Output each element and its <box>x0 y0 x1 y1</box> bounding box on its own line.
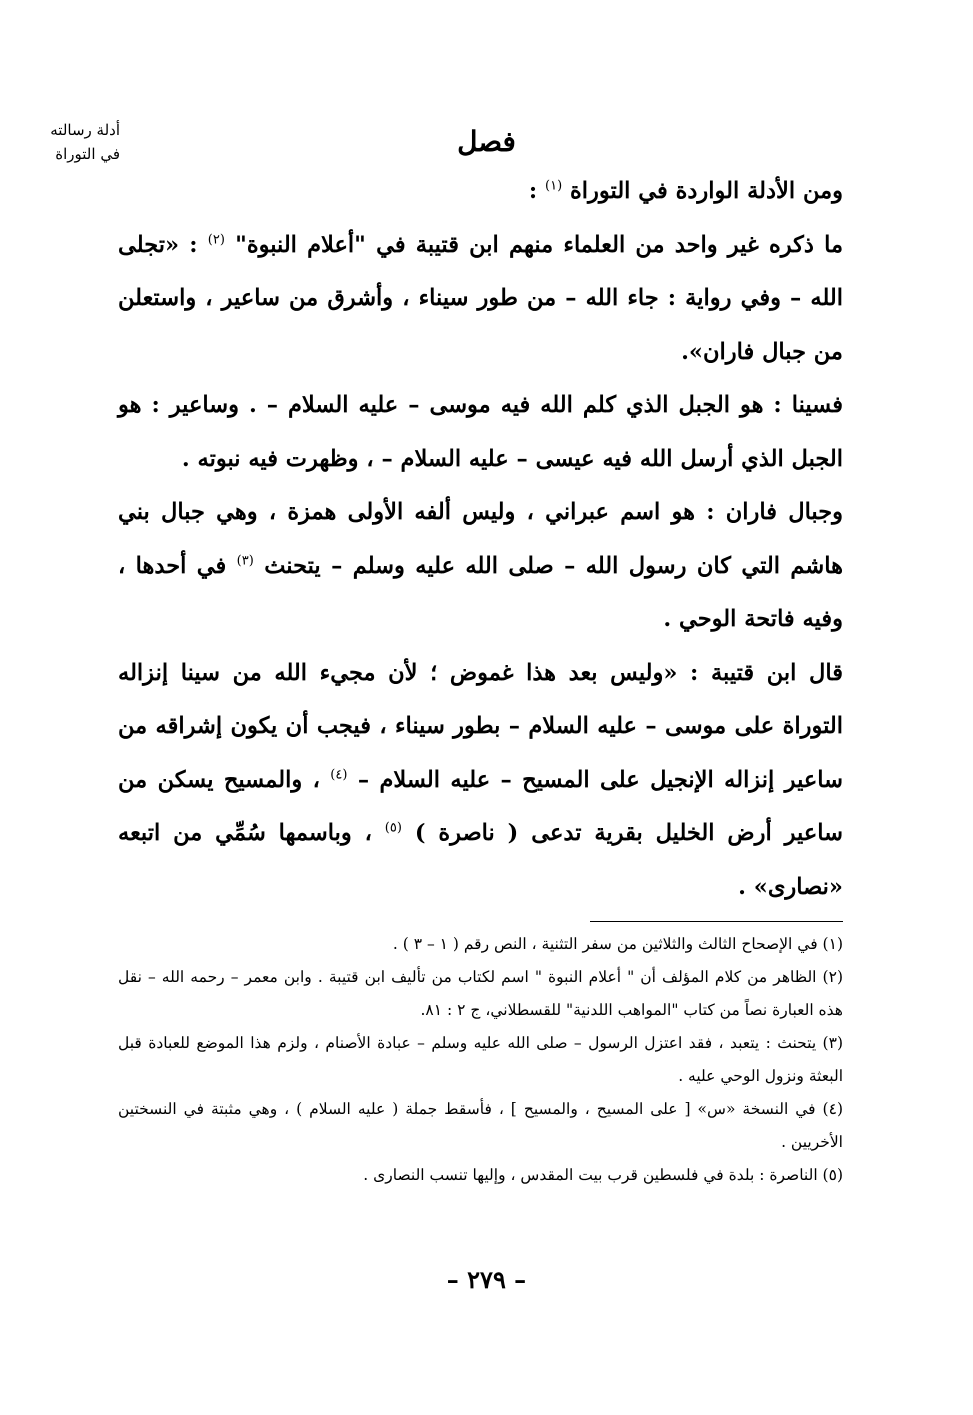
paragraph-5: قال ابن قتيبة : «وليس بعد هذا غموض ؛ لأن مجيء الله من سينا إنزاله التوراة على موسى – عليه السلام – بطور سيناء ، فيجب أن يكون إشراقه من ساعير إنزاله الإنجيل على المسيح – عليه السلام – $^{(٤)}$ ، والمسيح يسكن من ساعير أرض الخليل بقرية تدعى ( ناصرة ) $^{(٥)}$ ، وباسمها سُمِّي من اتبعه «نصارى» . <box>118 659 843 900</box>
footnote-3: (٣) يتحنث : يتعبد ، فقد اعتزل الرسول – صلى الله عليه وسلم – عبادة الأصنام ، ولزم هذا الموضع للعبادة قبل البعثة ونزول الوحي عليه . <box>118 1034 843 1085</box>
footnote-ref-2: (٢) <box>207 232 225 247</box>
main-text <box>118 165 843 914</box>
footnote-ref-3: (٣) <box>236 553 254 568</box>
footnote-ref-1: (١) <box>545 178 563 194</box>
footnote-ref-4: (٤) <box>330 767 348 782</box>
footnote-ref-5: (٥) <box>384 820 402 836</box>
chapter-title: فصل <box>457 125 516 158</box>
margin-note-line-1: أدلة رسالته <box>50 121 120 139</box>
margin-note <box>8 118 120 166</box>
footnotes <box>118 928 843 1192</box>
paragraph-1: ومن الأدلة الواردة في التوراة $^{(١)}$ : <box>528 178 843 204</box>
footnote-2: (٢) الظاهر من كلام المؤلف أن " أعلام النبوة " اسم لكتاب من تأليف ابن قتيبة . وابن معمر – رحمه الله – نقل هذه العبارة نصاً من كتاب "المواهب اللدنية" للقسطلاني، ج ٢ : ٨١. <box>118 968 843 1019</box>
paragraph-2: ما ذكره غير واحد من العلماء منهم ابن قتيبة في "أعلام النبوة" $^{(٢)}$ : «تجلى الله – وفي رواية : جاء الله – من طور سيناء ، وأشرق من ساعير ، واستعلن من جبال فاران». <box>118 231 843 365</box>
paragraph-3: فسينا : هو الجبل الذي كلم الله فيه موسى – عليه السلام – . وساعير : هو الجبل الذي أرسل الله فيه عيسى – عليه السلام – ، وظهرت فيه نبوته . <box>118 392 843 472</box>
page-number: – ٢٧٩ – <box>446 1265 527 1294</box>
footnote-divider <box>590 921 843 922</box>
footnote-1: (١) في الإصحاح الثالث والثلاثين من سفر التثنية ، النص رقم ( ١ – ٣ ) . <box>392 935 843 953</box>
margin-note-line-2: في التوراة <box>55 145 120 163</box>
footnote-4: (٤) في النسخة «س» [ على المسيح ، والمسيح ] ، فأسقط جملة ( عليه السلام ) ، وهي مثبتة في النسختين الأخريين . <box>118 1100 843 1151</box>
footnote-5: (٥) الناصرة : بلدة في فلسطين قرب بيت المقدس ، وإليها تنسب النصارى . <box>363 1166 843 1184</box>
paragraph-4: وجبال فاران : هو اسم عبراني ، وليس ألفه الأولى همزة ، وهي جبال بني هاشم التي كان رسول الله – صلى الله عليه وسلم – يتحنث $^{(٣)}$ في أحدها ، وفيه فاتحة الوحي . <box>118 499 843 632</box>
